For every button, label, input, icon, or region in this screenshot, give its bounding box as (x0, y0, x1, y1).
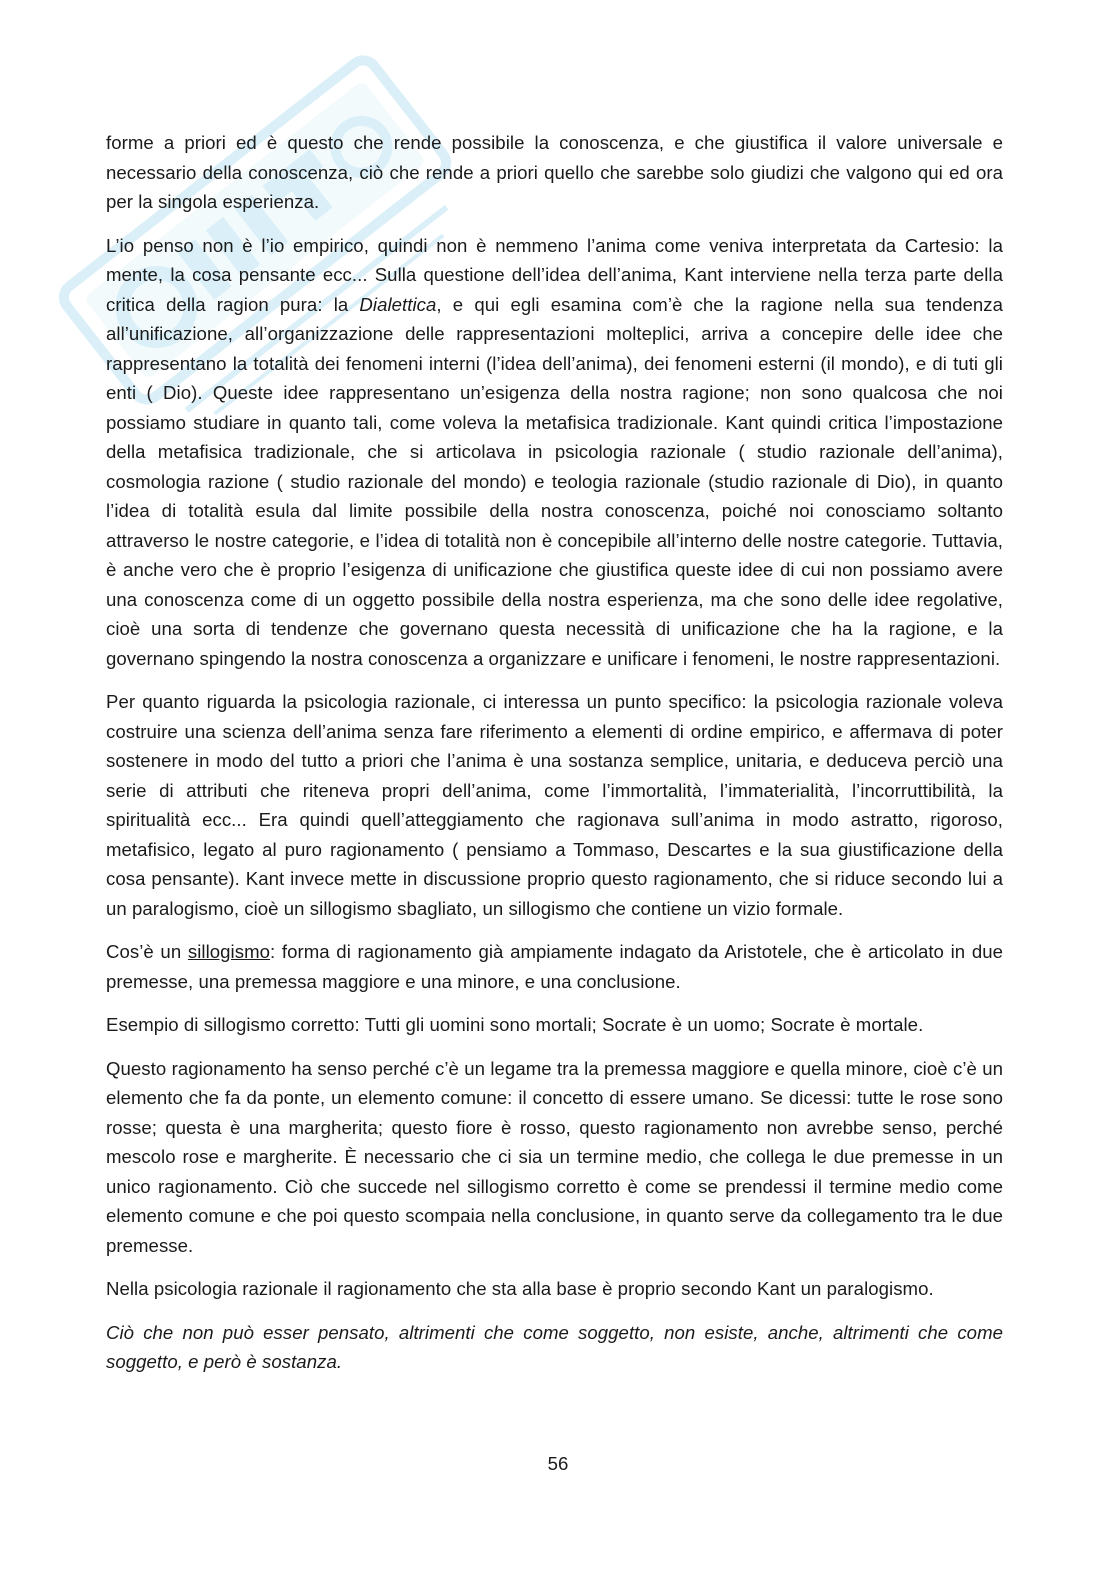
paragraph (106, 128, 1003, 217)
paragraph-text: Questo ragionamento ha senso perché c’è un legame tra la premessa maggiore e quella minore, cioè c’è un elemento che fa da ponte, un elemento comune: il concetto di essere umano. Se dicessi: tutte le rose sono rosse; questa è una margherita; questo fiore è rosso, questo ragionamento non avrebbe senso, perché mescolo rose e margherite. È necessario che ci sia un termine medio, che collega le due premesse in un unico ragionamento. Ciò che succede nel sillogismo corretto è come se prendessi il termine medio come elemento comune e che poi questo scompaia nella conclusione, in quanto serve da collegamento tra le due premesse. (106, 1057, 1003, 1256)
paragraph-text: Ciò che non può esser pensato, altrimenti che come soggetto, non esiste, anche, altrimenti che come soggetto, e però è sostanza. (106, 1321, 1003, 1372)
paragraph (106, 1274, 1003, 1304)
paragraph (106, 1318, 1003, 1377)
paragraph (106, 687, 1003, 923)
document-body (106, 128, 1003, 1391)
paragraph-text: Nella psicologia razionale il ragionamento che sta alla base è proprio secondo Kant un paralogismo. (106, 1278, 934, 1299)
paragraph-text: forme a priori ed è questo che rende possibile la conoscenza, e che giustifica il valore universale e necessario della conoscenza, ciò che rende a priori quello che sarebbe solo giudizi che valgono qui ed ora per la singola esperienza. (106, 132, 1003, 212)
paragraph-text: L’io penso non è l’io empirico, quindi non è nemmeno l’anima come veniva interpretata da Cartesio: la mente, la cosa pensante ecc... Sulla questione dell’idea dell’anima, Kant interviene nella terza parte della critica della ragion pura: la (106, 234, 1003, 315)
italic-text: Dialettica (359, 293, 437, 315)
paragraph (106, 937, 1003, 996)
paragraph-text: Per quanto riguarda la psicologia razionale, ci interessa un punto specifico: la psicologia razionale voleva costruire una scienza dell’anima senza fare riferimento a elementi di ordine empirico, e affermava di poter sostenere in modo del tutto a priori che l’anima è una sostanza semplice, unitaria, e deduceva perciò una serie di attributi che riteneva propri dell’anima, come l’immortalità, l’immaterialità, l’incorruttibilità, la spiritualità ecc... Era quindi quell’atteggiamento che ragionava sull’anima in modo astratto, rigoroso, metafisico, legato al puro ragionamento ( pensiamo a Tommaso, Descartes e la sua giustificazione della cosa pensante). Kant invece mette in discussione proprio questo ragionamento, che si riduce secondo lui a un paralogismo, cioè un sillogismo sbagliato, un sillogismo che contiene un vizio formale. (106, 691, 1003, 919)
paragraph (106, 1010, 1003, 1040)
paragraph (106, 231, 1003, 674)
underlined-term: sillogismo (187, 941, 271, 962)
paragraph-text: Cos’è un (106, 941, 188, 962)
paragraph (106, 1054, 1003, 1261)
page-number: 56 (547, 1453, 569, 1474)
paragraph-text: Esempio di sillogismo corretto: Tutti gli uomini sono mortali; Socrate è un uomo; Socrate è mortale. (106, 1014, 924, 1035)
paragraph-text: , e qui egli esamina com’è che la ragione nella sua tendenza all’unificazione, all’organizzazione delle rappresentazioni molteplici, arriva a concepire delle idee che rappresentano la totalità dei fenomeni interni (l’idea dell’anima), dei fenomeni esterni (il mondo), e di tuti gli enti ( Dio). Queste idee rappresentano un’esigenza della nostra ragione; non sono qualcosa che noi possiamo studiare in quanto tali, come voleva la metafisica tradizionale. Kant quindi critica l’impostazione della metafisica tradizionale, che si articolava in psicologia razionale ( studio razionale dell’anima), cosmologia razione ( studio razionale del mondo) e teologia razionale (studio razionale di Dio), in quanto l’idea di totalità esula dal limite possibile della nostra conoscenza, poiché noi conosciamo soltanto attraverso le nostre categorie, e l’idea di totalità non è concepibile all’interno delle nostre categorie. Tuttavia, è anche vero che è proprio l’esigenza di unificazione che giustifica queste idee di cui non possiamo avere una conoscenza come di un oggetto possibile della nostra esperienza, ma che sono delle idee regolative, cioè una sorta di tendenze che governano questa necessità di unificazione che ha la ragione, e la governano spingendo la nostra conoscenza a organizzare e unificare i fenomeni, le nostre rappresentazioni. (106, 293, 1003, 669)
paragraph-text: : forma di ragionamento già ampiamente indagato da Aristotele, che è articolato in due premesse, una premessa maggiore e una minore, e una conclusione. (106, 941, 1003, 992)
